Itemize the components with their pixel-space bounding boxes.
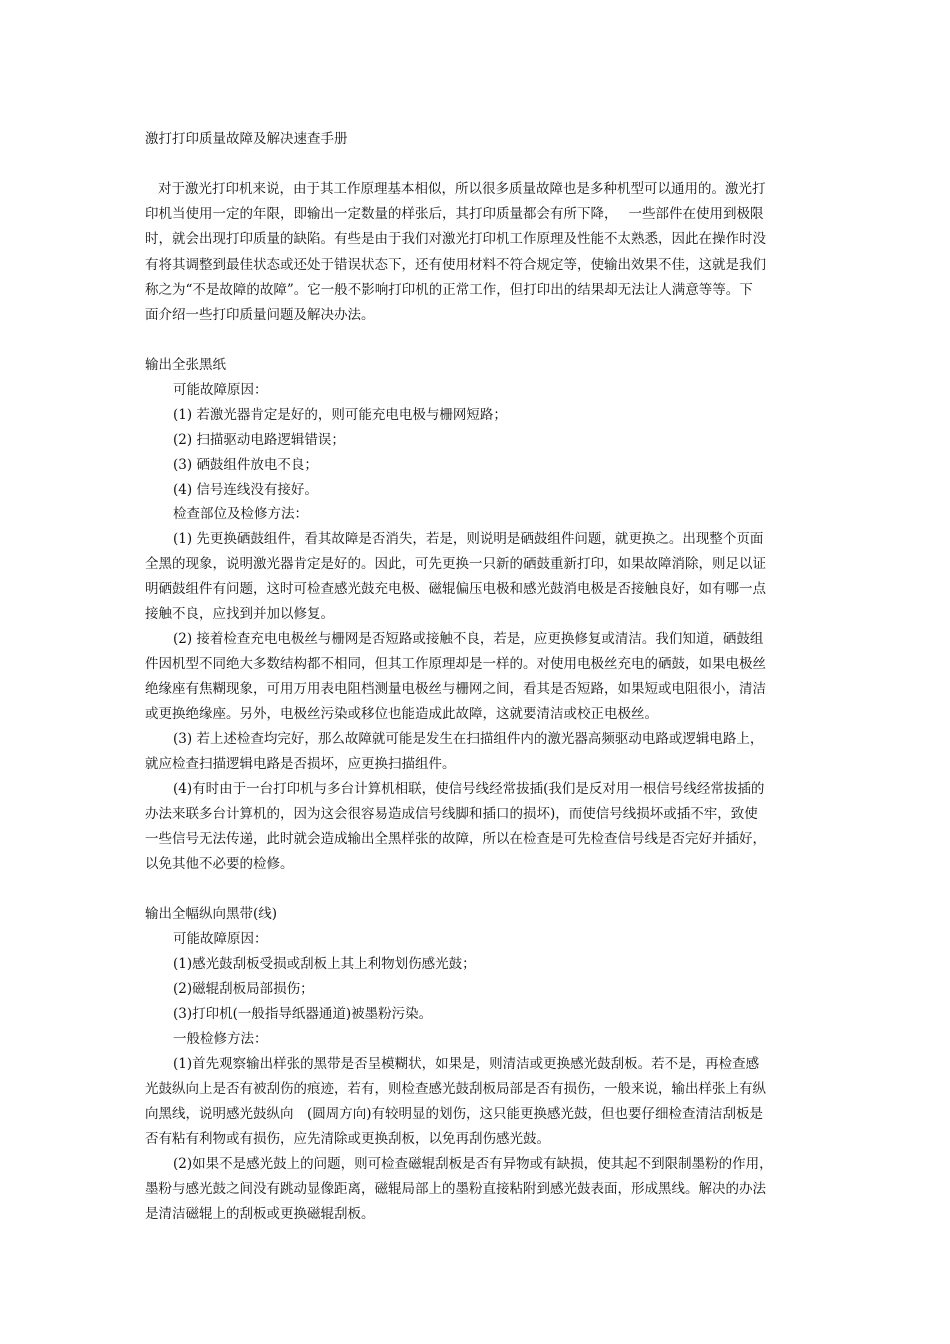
method-line: 或更换绝缘座。另外，电极丝污染或移位也能造成此故障，这就要清洁或校正电极丝。: [145, 706, 658, 722]
section-heading: 输出全张黑纸: [145, 357, 226, 373]
intro-line: 时，就会出现打印质量的缺陷。有些是由于我们对激光打印机工作原理及性能不太熟悉，因此在操作时没: [145, 231, 766, 247]
method-line: 接触不良，应找到并加以修复。: [145, 606, 334, 622]
method-line: 墨粉与感光鼓之间没有跳动显像距离，磁辊局部上的墨粉直接粘附到感光鼓表面，形成黑线。解决的办法: [145, 1181, 766, 1197]
intro-line: 面介绍一些打印质量问题及解决办法。: [145, 307, 375, 323]
cause-item: (4) 信号连线没有接好。: [173, 482, 318, 498]
cause-item: (3)打印机(一般指导纸器通道)被墨粉污染。: [173, 1006, 433, 1022]
method-line: (1)首先观察输出样张的黑带是否呈模糊状，如果是，则清洁或更换感光鼓刮板。若不是，再检查感: [173, 1056, 760, 1072]
cause-item: (2)磁辊刮板局部损伤；: [173, 981, 314, 997]
cause-item: (3) 硒鼓组件放电不良；: [173, 457, 318, 473]
method-line: (2) 接着检查充电电极丝与栅网是否短路或接触不良，若是，应更换修复或清洁。我们知道，硒鼓组: [173, 631, 764, 647]
intro-line: 称之为“不是故障的故障”。它一般不影响打印机的正常工作，但打印出的结果却无法让人满意等等。下: [145, 282, 753, 298]
doc-title: 激打打印质量故障及解决速查手册: [145, 131, 348, 147]
cause-label: 可能故障原因：: [173, 382, 268, 398]
method-line: (1) 先更换硒鼓组件，看其故障是否消失，若是，则说明是硒鼓组件问题，就更换之。出现整个页面: [173, 531, 764, 547]
method-line: 向黑线，说明感光鼓纵向 (圆周方向)有较明显的划伤，这只能更换感光鼓，但也要仔细检查清洁刮板是: [145, 1106, 764, 1122]
cause-label: 可能故障原因：: [173, 931, 268, 947]
method-line: 明硒鼓组件有问题，这时可检查感光鼓充电极、磁辊偏压电极和感光鼓消电极是否接触良好，如有哪一点: [145, 581, 766, 597]
method-label: 检查部位及检修方法：: [173, 506, 308, 522]
method-line: 绝缘座有焦糊现象，可用万用表电阻档测量电极丝与栅网之间，看其是否短路，如果短或电阻很小，清洁: [145, 681, 766, 697]
method-line: (2)如果不是感光鼓上的问题，则可检查磁辊刮板是否有异物或有缺损，使其起不到限制墨粉的作用，: [173, 1156, 773, 1172]
method-line: 以免其他不必要的检修。: [145, 856, 294, 872]
section-heading: 输出全幅纵向黑带(线): [145, 906, 278, 922]
cause-item: (2) 扫描驱动电路逻辑错误；: [173, 432, 345, 448]
method-label: 一般检修方法：: [173, 1031, 268, 1047]
method-line: 件因机型不同绝大多数结构都不相同，但其工作原理却是一样的。对使用电极丝充电的硒鼓，如果电极丝: [145, 656, 766, 672]
method-line: 一些信号无法传递，此时就会造成输出全黑样张的故障，所以在检查是可先检查信号线是否完好并插好，: [145, 831, 766, 847]
method-line: 办法来联多台计算机的，因为这会很容易造成信号线脚和插口的损坏)，而使信号线损坏或插不牢，致使: [145, 806, 758, 822]
intro-line: 对于激光打印机来说，由于其工作原理基本相似，所以很多质量故障也是多种机型可以通用的。激光打: [158, 181, 766, 197]
method-line: 是清洁磁辊上的刮板或更换磁辊刮板。: [145, 1206, 375, 1222]
method-line: 就应检查扫描逻辑电路是否损坏，应更换扫描组件。: [145, 756, 456, 772]
method-line: 否有粘有利物或有损伤，应先清除或更换刮板，以免再刮伤感光鼓。: [145, 1131, 550, 1147]
method-line: 全黑的现象，说明激光器肯定是好的。因此，可先更换一只新的硒鼓重新打印，如果故障消除，则足以证: [145, 556, 766, 572]
method-line: 光鼓纵向上是否有被刮伤的痕迹，若有，则检查感光鼓刮板局部是否有损伤，一般来说，输出样张上有纵: [145, 1081, 766, 1097]
intro-line: 印机当使用一定的年限，即输出一定数量的样张后，其打印质量都会有所下降， 一些部件在使用到极限: [145, 206, 764, 222]
cause-item: (1)感光鼓刮板受损或刮板上其上利物划伤感光鼓；: [173, 956, 476, 972]
intro-line: 有将其调整到最佳状态或还处于错误状态下，还有使用材料不符合规定等，使输出效果不佳，这就是我们: [145, 257, 766, 273]
cause-item: (1) 若激光器肯定是好的，则可能充电电极与栅网短路；: [173, 407, 507, 423]
method-line: (3) 若上述检查均完好，那么故障就可能是发生在扫描组件内的激光器高频驱动电路或逻辑电路上，: [173, 731, 764, 747]
method-line: (4)有时由于一台打印机与多台计算机相联，使信号线经常拔插(我们是反对用一根信号线经常拔插的: [173, 781, 765, 797]
